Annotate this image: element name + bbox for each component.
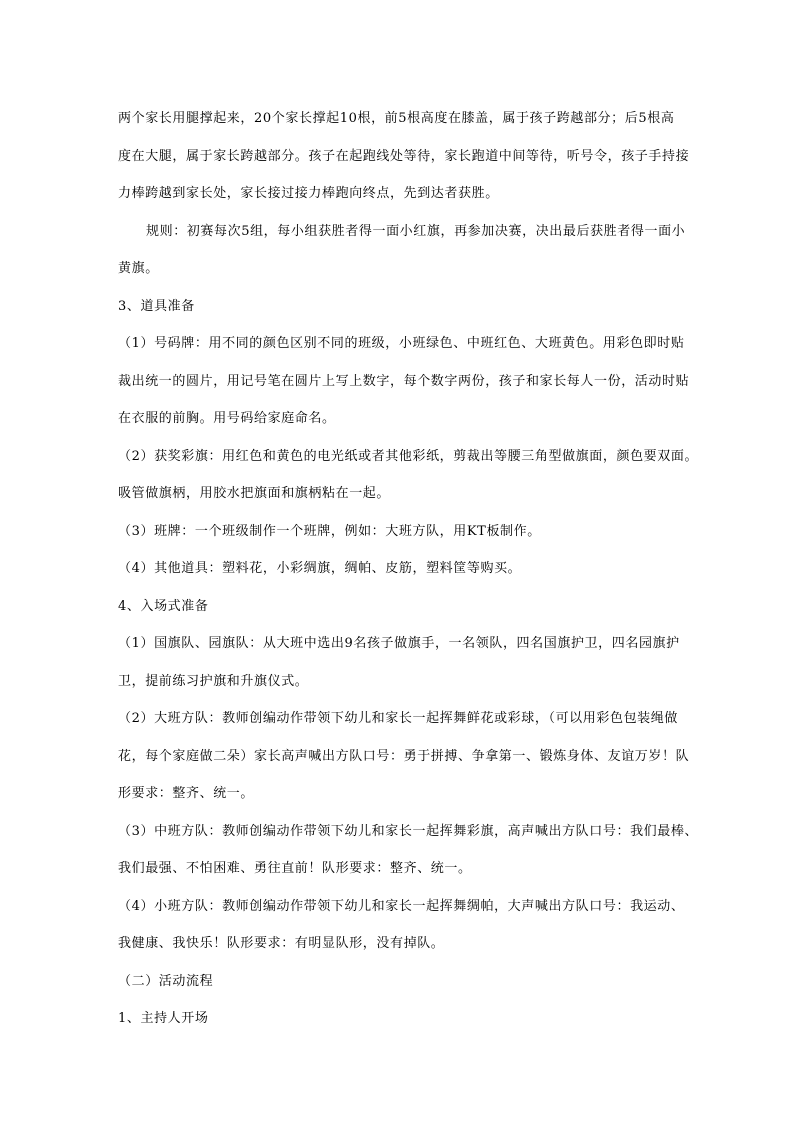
- paragraph-line: 黄旗。: [118, 261, 159, 276]
- paragraph-line: 吸管做旗柄，用胶水把旗面和旗柄粘在一起。: [118, 486, 391, 501]
- paragraph-line: （2）大班方队：教师创编动作带领下幼儿和家长一起挥舞鲜花或彩球，（可以用彩色包装绳做: [118, 711, 678, 726]
- paragraph-line: （3）中班方队：教师创编动作带领下幼儿和家长一起挥舞彩旗，高声喊出方队口号：我们最棒、: [118, 823, 699, 839]
- paragraph-line: 我健康、我快乐！队形要求：有明显队形，没有掉队。: [118, 936, 445, 951]
- paragraph-line: （1）号码牌：用不同的颜色区别不同的班级，小班绿色、中班红色、大班黄色。用彩色即时贴: [118, 336, 685, 351]
- paragraph-line: 裁出统一的圆片，用记号笔在圆片上写上数字，每个数字两份，孩子和家长每人一份，活动时贴: [118, 373, 690, 389]
- paragraph-line: （4）其他道具：塑料花，小彩绸旗，绸帕、皮筋，塑料筐等购买。: [118, 561, 522, 576]
- document-body: [118, 100, 699, 1038]
- paragraph-line: 我们最强、不怕困难、勇往直前！队形要求：整齐、统一。: [118, 861, 472, 876]
- section-heading-entrance: 4、入场式准备: [118, 598, 209, 614]
- paragraph-line: 花，每个家庭做二朵）家长高声喊出方队口号：勇于拼搏、争拿第一、锻炼身体、友谊万岁！队: [118, 748, 690, 764]
- paragraph-line: 形要求：整齐、统一。: [118, 786, 255, 801]
- paragraph-line: （2）获奖彩旗：用红色和黄色的电光纸或者其他彩纸，剪裁出等腰三角型做旗面，颜色要双面。: [118, 448, 699, 464]
- paragraph-line: 两个家长用腿撑起来，20个家长撑起10根，前5根高度在膝盖，属于孩子跨越部分；后5根高: [118, 111, 675, 126]
- rules-paragraph-line: 规则：初赛每次5组，每小组获胜者得一面小红旗，再参加决赛，决出最后获胜者得一面小: [146, 223, 686, 239]
- paragraph-line: （1）国旗队、园旗队：从大班中选出9名孩子做旗手，一名领队，四名国旗护卫，四名园旗护: [118, 636, 680, 651]
- section-heading-host-opening: 1、主持人开场: [118, 1011, 209, 1026]
- paragraph-line: （4）小班方队：教师创编动作带领下幼儿和家长一起挥舞绸帕，大声喊出方队口号：我运动、: [118, 898, 685, 914]
- paragraph-line: 力棒跨越到家长处，家长接过接力棒跑向终点，先到达者获胜。: [118, 186, 499, 201]
- paragraph-line: 度在大腿，属于家长跨越部分。孩子在起跑线处等待，家长跑道中间等待，听号令，孩子手持接: [118, 148, 690, 164]
- section-heading-activity-flow: （二）活动流程: [118, 973, 214, 989]
- paragraph-line: （3）班牌：一个班级制作一个班牌，例如：大班方队，用KT板制作。: [118, 523, 541, 539]
- paragraph-line: 在衣服的前胸。用号码给家庭命名。: [118, 411, 336, 426]
- section-heading-props: 3、道具准备: [118, 298, 195, 314]
- paragraph-line: 卫，提前练习护旗和升旗仪式。: [118, 673, 309, 689]
